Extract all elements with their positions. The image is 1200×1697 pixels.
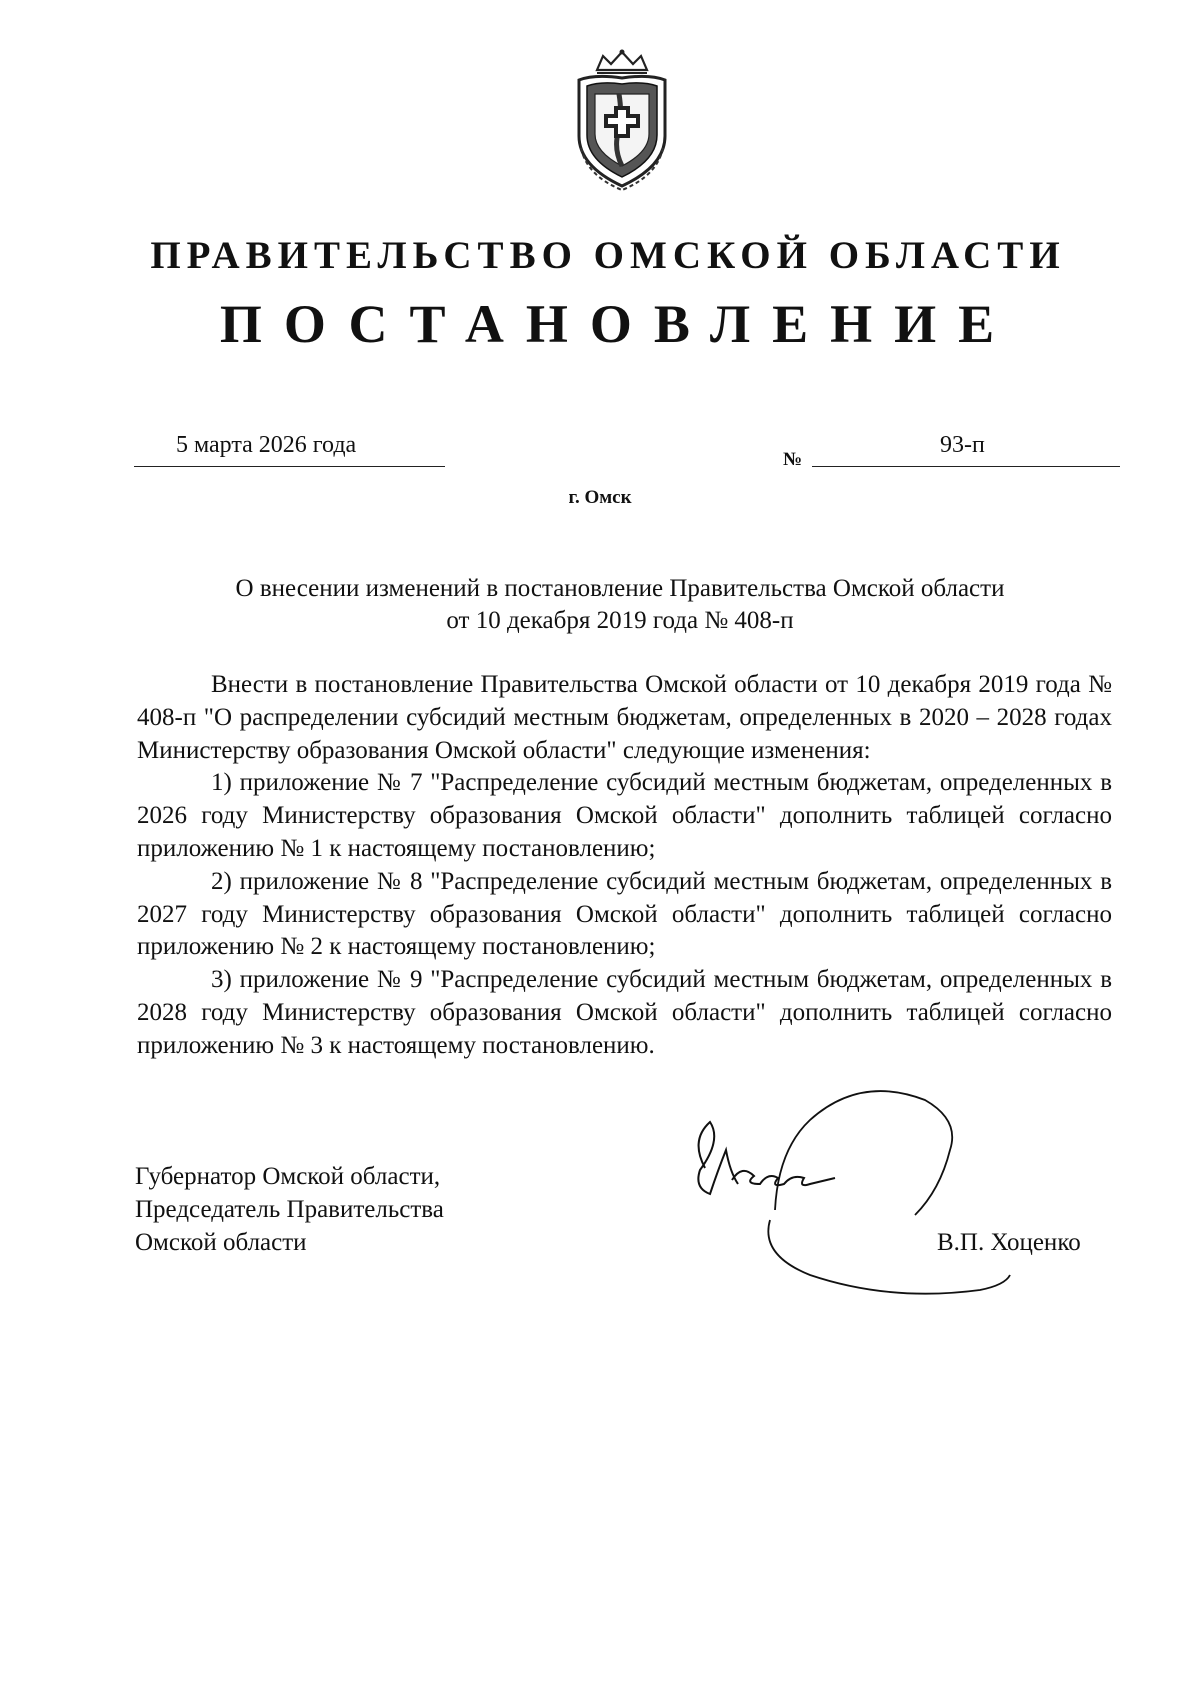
omsk-coat-of-arms-icon bbox=[567, 48, 677, 193]
document-type-heading: ПОСТАНОВЛЕНИЕ bbox=[219, 294, 1017, 354]
government-heading: ПРАВИТЕЛЬСТВО ОМСКОЙ ОБЛАСТИ bbox=[150, 234, 1066, 277]
list-item: 2) приложение № 8 "Распределение субсидий местным бюджетам, определенных в 2027 году Министерству образования Омской области" дополнить таблицей согласно приложению № 2 к настоящему постановлению; bbox=[137, 867, 1112, 961]
date-field bbox=[134, 432, 445, 467]
position-line: Губернатор Омской области, bbox=[135, 1163, 441, 1190]
intro-paragraph: Внести в постановление Правительства Омской области от 10 декабря 2019 года № 408-п "О распределении субсидий местным бюджетам, определенных в 2020 – 2028 годах Министерству образования Омской области" следующие изменения: bbox=[137, 671, 1112, 764]
subject-line-2: от 10 декабря 2019 года № 408-п bbox=[446, 607, 794, 634]
position-line: Председатель Правительства bbox=[135, 1196, 444, 1223]
document-date: 5 марта 2026 года bbox=[176, 432, 357, 458]
number-sign: № bbox=[783, 449, 803, 470]
list-item: 1) приложение № 7 "Распределение субсидий местным бюджетам, определенных в 2026 году Министерству образования Омской области" дополнить таблицей согласно приложению № 1 к настоящему постановлению; bbox=[137, 769, 1112, 862]
document-number: 93-п bbox=[940, 432, 985, 458]
document-body bbox=[137, 669, 1112, 1063]
signer-name: В.П. Хоценко bbox=[937, 1229, 1081, 1256]
subject-line-1: О внесении изменений в постановление Правительства Омской области bbox=[235, 575, 1005, 602]
number-field bbox=[812, 432, 1120, 467]
signer-position bbox=[135, 1160, 555, 1259]
position-line: Омской области bbox=[135, 1229, 307, 1256]
city-label: г. Омск bbox=[568, 487, 632, 508]
list-item: 3) приложение № 9 "Распределение субсидий местным бюджетам, определенных в 2028 году Министерству образования Омской области" дополнить таблицей согласно приложению № 3 к настоящему постановлению. bbox=[137, 966, 1112, 1059]
document-subject bbox=[180, 573, 1060, 637]
handwritten-signature-icon bbox=[660, 1080, 1040, 1330]
